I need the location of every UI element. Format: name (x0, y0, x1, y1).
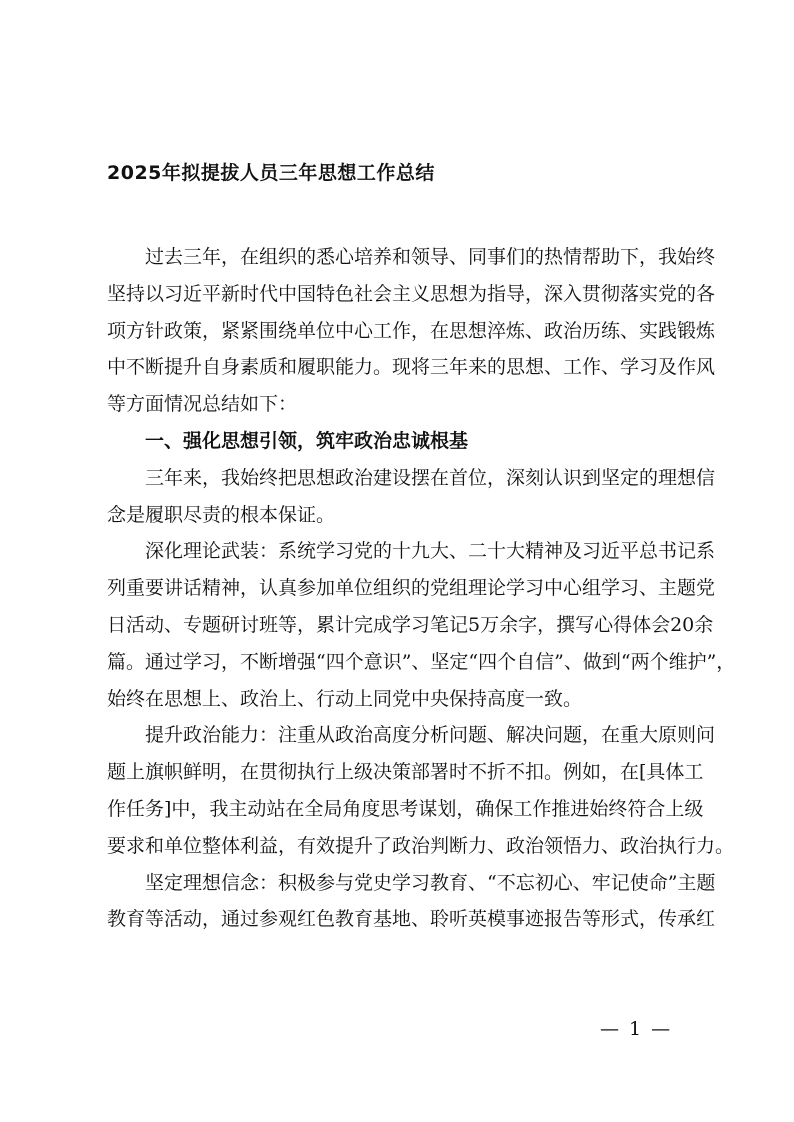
paragraph-overview (107, 460, 716, 534)
text-line: 坚定理想信念：积极参与党史学习教育、“不忘初心、牢记使命”主题 (145, 871, 716, 894)
text-line: 项方针政策，紧紧围绕单位中心工作，在思想淬炼、政治历练、实践锻炼 (107, 319, 716, 342)
section-heading: 一、强化思想引领，筑牢政治忠诚根基 (145, 429, 469, 452)
text-line: 中不断提升自身素质和履职能力。现将三年来的思想、工作、学习及作风 (107, 356, 716, 379)
text-line: 等方面情况总结如下： (107, 393, 298, 416)
text-line: 坚持以习近平新时代中国特色社会主义思想为指导，深入贯彻落实党的各 (107, 282, 716, 305)
text-line: 日活动、专题研讨班等，累计完成学习笔记5万余字，撰写心得体会20余 (107, 613, 714, 636)
page-number: — 1 — (600, 1018, 673, 1040)
paragraph-political-ability (107, 717, 735, 864)
text-line: 列重要讲话精神，认真参加单位组织的党组理论学习中心组学习、主题党 (107, 577, 716, 600)
text-line: 念是履职尽责的根本保证。 (107, 503, 336, 526)
text-line: 三年来，我始终把思想政治建设摆在首位，深刻认识到坚定的理想信 (145, 466, 716, 489)
text-line: 深化理论武装：系统学习党的十九大、二十大精神及习近平总书记系 (145, 540, 716, 563)
text-line: 提升政治能力：注重从政治高度分析问题、解决问题，在重大原则问 (145, 724, 716, 747)
paragraph-theory (107, 533, 736, 717)
text-line: 作任务]中，我主动站在全局角度思考谋划，确保工作推进始终符合上级 (107, 797, 704, 820)
document-title: 2025年拟提拔人员三年思想工作总结 (107, 162, 435, 184)
text-line: 篇。通过学习，不断增强“四个意识”、坚定“四个自信”、做到“两个维护”， (107, 650, 736, 673)
text-line: 过去三年，在组织的悉心培养和领导、同事们的热情帮助下，我始终 (145, 246, 716, 268)
document-body (107, 239, 736, 938)
text-line: 要求和单位整体利益，有效提升了政治判断力、政治领悟力、政治执行力。 (107, 834, 735, 857)
paragraph-intro (107, 239, 716, 423)
text-line: 题上旗帜鲜明，在贯彻执行上级决策部署时不折不扣。例如，在[具体工 (107, 761, 704, 784)
paragraph-ideals (107, 865, 716, 939)
text-line: 始终在思想上、政治上、行动上同党中央保持高度一致。 (107, 687, 583, 710)
text-line: 教育等活动，通过参观红色教育基地、聆听英模事迹报告等形式，传承红 (107, 908, 716, 931)
